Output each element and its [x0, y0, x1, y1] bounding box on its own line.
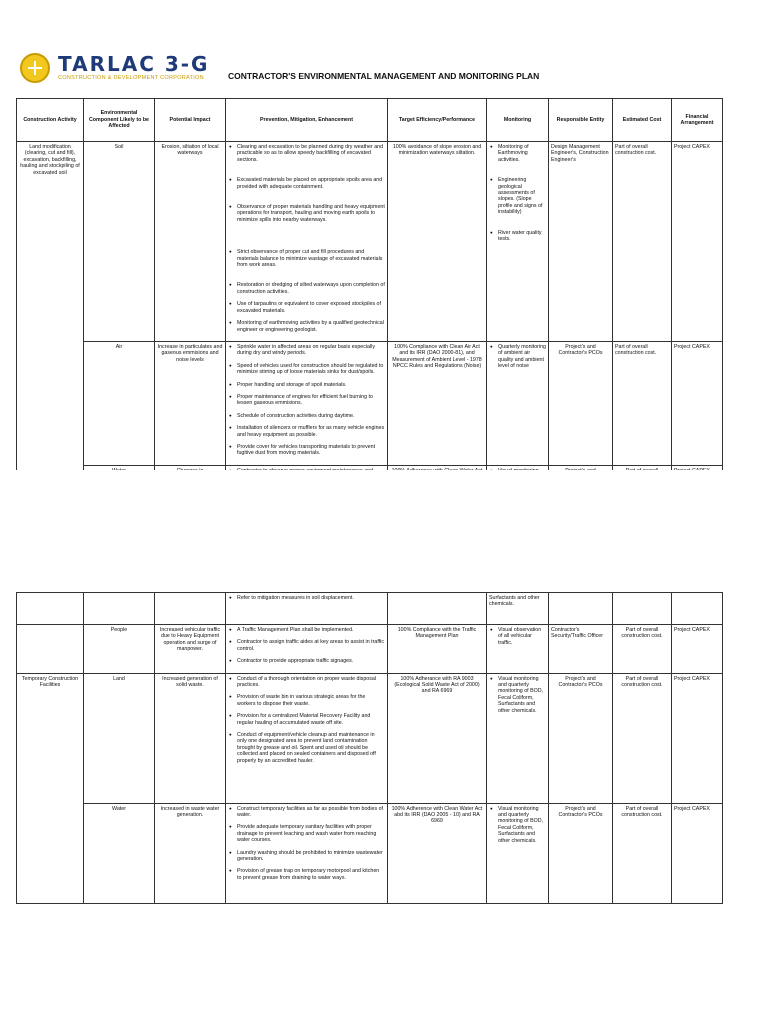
list-item: ● Provision of grease trap on temporary motorpool and kitchen to prevent grease from draining to water ways. — [237, 868, 385, 881]
activity-cell — [17, 625, 84, 674]
logo-name: TARLAC 3-G — [58, 52, 210, 76]
list-item: ● Refer to mitigation measures in soil displacement. — [237, 595, 385, 601]
target-cell — [388, 593, 487, 625]
activity-cell: Temporary Construction Facilities — [17, 673, 84, 903]
impact-cell: Increase in particulates and gaseous emmisions and noise levels — [155, 341, 226, 465]
list-item: ● Installation of silencers or mufflers for as many vehicle engines and heavy equipment as possible. — [237, 425, 385, 438]
component-cell: Air — [84, 341, 155, 465]
header-cost: Estimated Cost — [613, 99, 672, 142]
measures-cell — [226, 803, 388, 903]
list-item: ● A Traffic Management Plan shall be implemented. — [237, 627, 385, 633]
entity-cell: Contractor's Security/Traffic Officer — [549, 625, 613, 674]
measures-cell — [226, 625, 388, 674]
list-item: ● Monitoring of earthmoving activities by a qualified geotechnical engineer or engineering geologist. — [237, 320, 385, 333]
finance-cell: Project CAPEX — [672, 142, 723, 342]
list-item: ● Monitoring of Earthmoving activities. — [498, 144, 546, 163]
table-row — [17, 142, 723, 342]
table-row — [17, 673, 723, 803]
measures-cell — [226, 673, 388, 803]
company-logo — [18, 50, 228, 90]
list-item: ● River water quality tests. — [498, 230, 546, 243]
list-item: ● Contractor to assign traffic aides at key areas to assist in traffic control. — [237, 639, 385, 652]
header-measures: Prevention, Mitigation, Enhancement — [226, 99, 388, 142]
list-item: ● Engineering geological assessments of slopes. (Slope profile and signs of instability) — [498, 177, 546, 215]
list-item: ● Provision of waste bin in various strategic areas for the workers to dispose their waste. — [237, 694, 385, 707]
cost-cell: Part of overall construction cost. — [613, 341, 672, 465]
finance-cell: Project CAPEX — [672, 341, 723, 465]
cost-cell — [613, 593, 672, 625]
component-cell: Soil — [84, 142, 155, 342]
plan-table-page-2 — [16, 592, 723, 904]
impact-cell: Increased generation of solid waste. — [155, 673, 226, 803]
header-component: Environmental Component Likely to be Affected — [84, 99, 155, 142]
table-header-row — [17, 99, 723, 142]
list-item: ● Construct temporary facilities as far as possible from bodies of water. — [237, 806, 385, 819]
header-entity: Responsible Entity — [549, 99, 613, 142]
list-item: ● Proper handling and storage of spoil materials. — [237, 382, 385, 388]
measures-cell — [226, 341, 388, 465]
cost-cell: Part of overall construction cost. — [613, 625, 672, 674]
list-item: ● Visual monitoring and quarterly monitoring of BOD, Fecal Coliform, Surfactants and other chemicals. — [498, 676, 546, 714]
list-item: ● Schedule of construction activities during daytime. — [237, 413, 385, 419]
list-item: ● Conduct of a thorough orientation on proper waste disposal practices. — [237, 676, 385, 689]
list-item: ● Contractor to provide appropriate traffic signages. — [237, 658, 385, 664]
cost-cell: Part of overall construction cost. — [613, 142, 672, 342]
list-item: ● Visual observation of all vehicular traffic. — [498, 627, 546, 646]
impact-cell: Increased in waste water generation. — [155, 803, 226, 903]
monitoring-cell — [487, 142, 549, 342]
target-cell: 100% Adherence with Clean Water Act abd its IRR (DAO 2005 - 10) and RA 6969 — [388, 803, 487, 903]
document-header — [18, 50, 758, 90]
list-item: ● Clearing and excavation to be planned during dry weather and practicable so as to allow speedy backfilling of excavated sections. — [237, 144, 385, 163]
header-impact: Potential Impact — [155, 99, 226, 142]
target-cell: 100% avoidance of slope erosion and minimization waterways siltation. — [388, 142, 487, 342]
header-monitoring: Monitoring — [487, 99, 549, 142]
target-cell: 100% Adherance with RA 9003 (Ecological Solid Waste Act of 2000) and RA 6969 — [388, 673, 487, 803]
finance-cell: Project CAPEX — [672, 803, 723, 903]
header-target: Target Efficiency/Performance — [388, 99, 487, 142]
component-cell: Water — [84, 803, 155, 903]
list-item: ● Sprinkle water in affected areas on regular basis especially during dry and windy periods. — [237, 344, 385, 357]
measures-cell — [226, 593, 388, 625]
monitoring-cell — [487, 673, 549, 803]
table-row — [17, 593, 723, 625]
table-row — [17, 625, 723, 674]
header-finance: Financial Arrangement — [672, 99, 723, 142]
activity-cell: Land modification (clearing, cut and fill), excavation, backfilling, hauling and stockpiling of excavated soil — [17, 142, 84, 502]
finance-cell — [672, 593, 723, 625]
target-cell: 100% Compliance with the Traffic Management Plan — [388, 625, 487, 674]
list-item: ● Speed of vehicles used for construction should be regulated to minimize stirring up of loose materials sinks for dust/spoils. — [237, 363, 385, 376]
component-cell — [84, 593, 155, 625]
cost-cell: Part of overall construction cost. — [613, 803, 672, 903]
measures-cell — [226, 142, 388, 342]
entity-cell: Project's and Contractor's PCOs — [549, 673, 613, 803]
cost-cell: Part of overall construction cost. — [613, 673, 672, 803]
page-gap — [0, 470, 768, 588]
header-activity: Construction Activity — [17, 99, 84, 142]
list-item: ● Visual monitoring and quarterly monitoring of BOD, Fecal Coliform, Surfactants and other chemicals. — [498, 806, 546, 844]
entity-cell: Design Management Engineer's, Construction Engineer's — [549, 142, 613, 342]
logo-tagline: CONSTRUCTION & DEVELOPMENT CORPORATION — [58, 75, 204, 81]
impact-cell — [155, 593, 226, 625]
monitoring-cell — [487, 341, 549, 465]
table-row — [17, 803, 723, 903]
logo-emblem-icon — [20, 53, 50, 83]
monitoring-cell — [487, 625, 549, 674]
list-item: ● Observance of proper materials handling and heavy equipment operations for transport, hauling and moving earth spoils to minimize spills into nearby waterways. — [237, 204, 385, 223]
plan-table-page-1 — [16, 98, 723, 502]
impact-cell: Increased vehicular traffic due to Heavy Equipment operation and surge of manpower. — [155, 625, 226, 674]
list-item: ● Provide cover for vehicles transporting materials to prevent fugitive dust from moving materials. — [237, 444, 385, 457]
monitoring-cell — [487, 803, 549, 903]
list-item: ● Provision for a centralized Material Recovery Facility and regular hauling of accumulated waste off site. — [237, 713, 385, 726]
target-cell: 100% Compliance with Clean Air Act and its IRR (DAO 2000-81), and Measurement of Ambient Level - 1978 NPCC Rules and Regulations (Noise) — [388, 341, 487, 465]
finance-cell: Project CAPEX — [672, 673, 723, 803]
list-item: ● Excavated materials be placed on appropriate spoils area and provided with adequate containment. — [237, 177, 385, 190]
entity-cell — [549, 593, 613, 625]
document-page-2 — [0, 588, 768, 1008]
monitoring-cell: Surfactants and other chemicals. — [487, 593, 549, 625]
list-item: ● Use of tarpaulins or equivalent to cover exposed stockpiles of excavated materials. — [237, 301, 385, 314]
list-item: ● Restoration or dredging of silted waterways upon completion of construction activities. — [237, 282, 385, 295]
document-page-1 — [0, 0, 768, 470]
list-item: ● Strict observance of proper cut and fill procedures and materials balance to minimize wastage of excavated materials from work areas. — [237, 249, 385, 268]
finance-cell: Project CAPEX — [672, 625, 723, 674]
impact-cell: Erosion, siltation of local waterways — [155, 142, 226, 342]
component-cell: Land — [84, 673, 155, 803]
component-cell: People — [84, 625, 155, 674]
list-item: ● Quarterly monitoring of ambient air quality and ambient level of noise — [498, 344, 546, 370]
document-title: CONTRACTOR'S ENVIRONMENTAL MANAGEMENT AND MONITORING PLAN — [228, 71, 540, 81]
table-row — [17, 341, 723, 465]
list-item: ● Conduct of equipment/vehicle cleanup and maintenance in only one designated area to prevent land contamination brought by grease and oil. Spent and used oil should be collected and placed on sealed containers and disposed off properly by an accredited hauler. — [237, 732, 385, 764]
entity-cell: Project's and Contractor's PCOs — [549, 341, 613, 465]
entity-cell: Project's and Contractor's PCOs — [549, 803, 613, 903]
activity-cell — [17, 593, 84, 625]
list-item: ● Laundry washing should be prohibited to minimize wastewater generation. — [237, 850, 385, 863]
list-item: ● Proper maintenance of engines for efficient fuel burning to lessen gaseous emmisions. — [237, 394, 385, 407]
list-item: ● Provide adequate temporary sanitary facilities with proper drainage to prevent leaching and wash water from reaching water courses. — [237, 824, 385, 843]
